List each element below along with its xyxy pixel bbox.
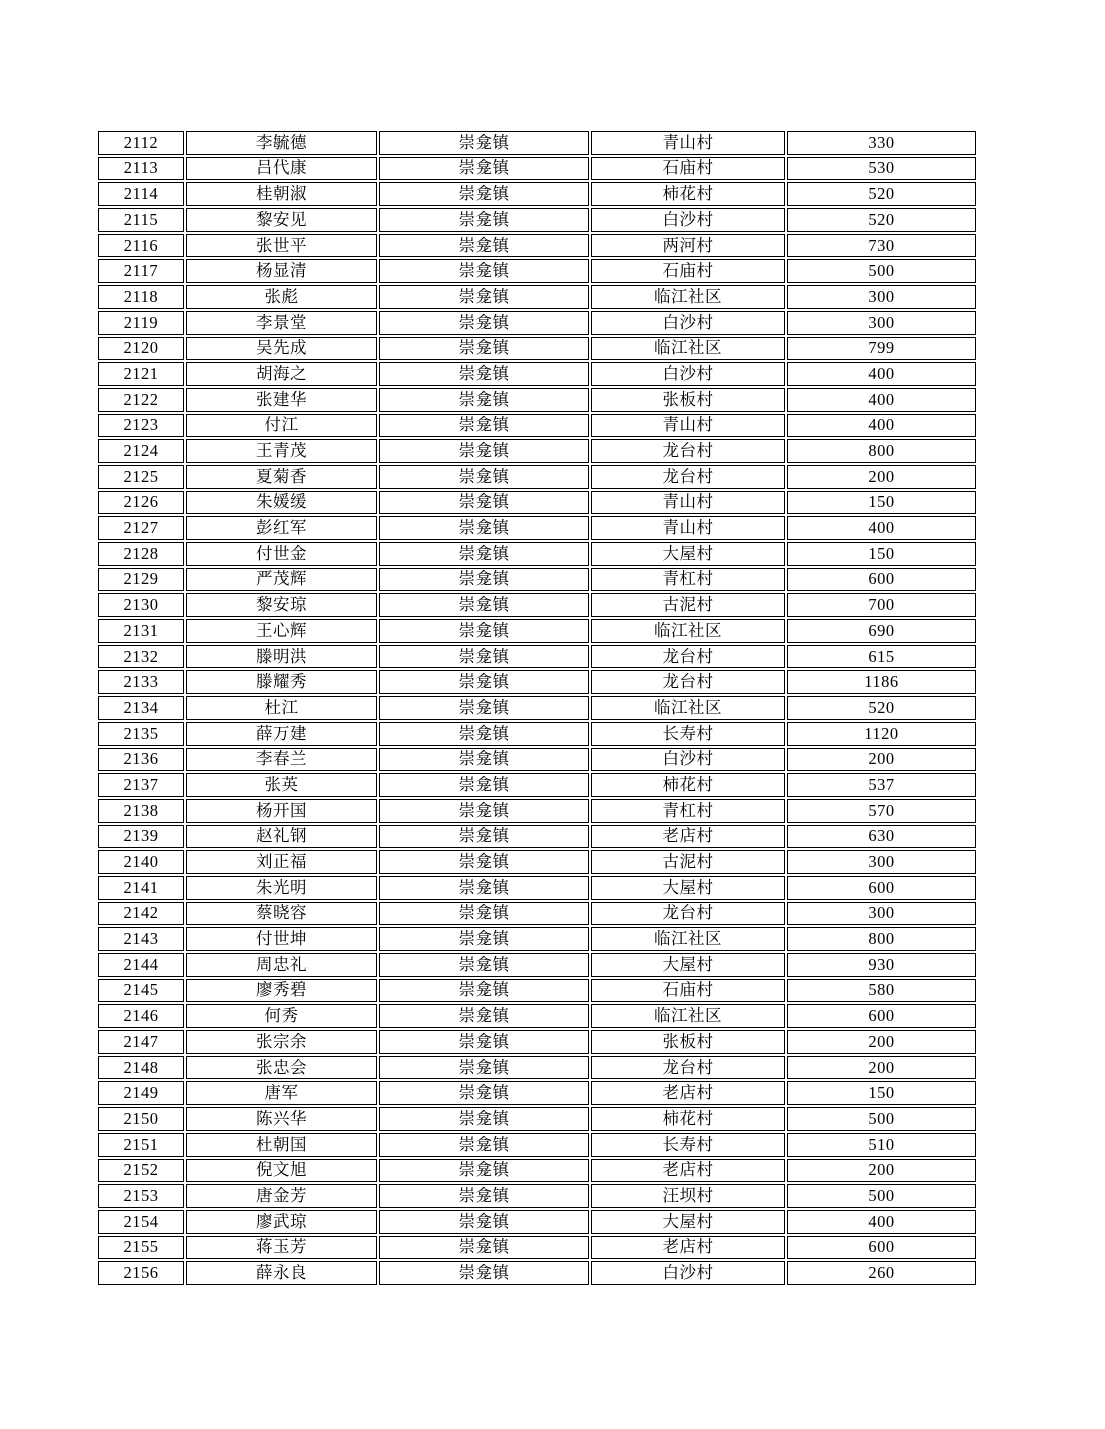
table-row	[98, 773, 976, 797]
cell-amount: 330	[787, 131, 976, 155]
cell-town: 崇龛镇	[379, 1159, 589, 1183]
cell-town: 崇龛镇	[379, 516, 589, 540]
table-row	[98, 953, 976, 977]
cell-id: 2143	[98, 927, 184, 951]
table-row	[98, 439, 976, 463]
cell-id: 2146	[98, 1004, 184, 1028]
table-row	[98, 927, 976, 951]
cell-id: 2148	[98, 1056, 184, 1080]
table-row	[98, 516, 976, 540]
table-row	[98, 491, 976, 515]
table-row	[98, 1081, 976, 1105]
cell-name: 夏菊香	[186, 465, 377, 489]
cell-id: 2149	[98, 1081, 184, 1105]
cell-id: 2126	[98, 491, 184, 515]
cell-town: 崇龛镇	[379, 1184, 589, 1208]
cell-amount: 1186	[787, 670, 976, 694]
cell-amount: 530	[787, 157, 976, 181]
cell-town: 崇龛镇	[379, 1081, 589, 1105]
cell-village: 临江社区	[591, 285, 785, 309]
cell-name: 何秀	[186, 1004, 377, 1028]
cell-town: 崇龛镇	[379, 414, 589, 438]
cell-id: 2136	[98, 748, 184, 772]
cell-name: 朱媛缓	[186, 491, 377, 515]
cell-name: 薛万建	[186, 722, 377, 746]
cell-village: 柿花村	[591, 1107, 785, 1131]
cell-name: 唐军	[186, 1081, 377, 1105]
cell-town: 崇龛镇	[379, 850, 589, 874]
cell-name: 杨开国	[186, 799, 377, 823]
cell-id: 2127	[98, 516, 184, 540]
cell-town: 崇龛镇	[379, 439, 589, 463]
cell-village: 古泥村	[591, 850, 785, 874]
cell-town: 崇龛镇	[379, 825, 589, 849]
cell-amount: 800	[787, 927, 976, 951]
cell-id: 2150	[98, 1107, 184, 1131]
cell-amount: 800	[787, 439, 976, 463]
cell-name: 朱光明	[186, 876, 377, 900]
table-row	[98, 259, 976, 283]
cell-amount: 930	[787, 953, 976, 977]
cell-amount: 690	[787, 619, 976, 643]
table-row	[98, 542, 976, 566]
cell-village: 临江社区	[591, 1004, 785, 1028]
cell-id: 2122	[98, 388, 184, 412]
cell-village: 龙台村	[591, 902, 785, 926]
cell-id: 2134	[98, 696, 184, 720]
cell-village: 临江社区	[591, 619, 785, 643]
table-row	[98, 388, 976, 412]
cell-town: 崇龛镇	[379, 953, 589, 977]
cell-amount: 520	[787, 208, 976, 232]
cell-id: 2139	[98, 825, 184, 849]
cell-amount: 537	[787, 773, 976, 797]
cell-name: 杜江	[186, 696, 377, 720]
table-row	[98, 1107, 976, 1131]
cell-town: 崇龛镇	[379, 388, 589, 412]
cell-amount: 200	[787, 1056, 976, 1080]
cell-amount: 200	[787, 1159, 976, 1183]
cell-amount: 615	[787, 645, 976, 669]
table-row	[98, 568, 976, 592]
cell-town: 崇龛镇	[379, 902, 589, 926]
cell-name: 黎安见	[186, 208, 377, 232]
cell-town: 崇龛镇	[379, 619, 589, 643]
cell-id: 2137	[98, 773, 184, 797]
cell-village: 白沙村	[591, 208, 785, 232]
cell-village: 青杠村	[591, 568, 785, 592]
cell-name: 蔡晓容	[186, 902, 377, 926]
cell-village: 青杠村	[591, 799, 785, 823]
cell-village: 柿花村	[591, 182, 785, 206]
table-row	[98, 645, 976, 669]
cell-amount: 500	[787, 1184, 976, 1208]
cell-town: 崇龛镇	[379, 285, 589, 309]
cell-name: 黎安琼	[186, 593, 377, 617]
cell-town: 崇龛镇	[379, 542, 589, 566]
cell-name: 张建华	[186, 388, 377, 412]
cell-village: 临江社区	[591, 696, 785, 720]
cell-village: 老店村	[591, 1236, 785, 1260]
cell-village: 青山村	[591, 491, 785, 515]
cell-id: 2144	[98, 953, 184, 977]
cell-village: 长寿村	[591, 722, 785, 746]
cell-amount: 400	[787, 1210, 976, 1234]
cell-town: 崇龛镇	[379, 465, 589, 489]
cell-town: 崇龛镇	[379, 362, 589, 386]
cell-town: 崇龛镇	[379, 1056, 589, 1080]
cell-town: 崇龛镇	[379, 131, 589, 155]
cell-town: 崇龛镇	[379, 208, 589, 232]
cell-village: 老店村	[591, 825, 785, 849]
table-row	[98, 234, 976, 258]
cell-amount: 200	[787, 748, 976, 772]
table-row	[98, 208, 976, 232]
table-row	[98, 670, 976, 694]
cell-amount: 300	[787, 850, 976, 874]
cell-town: 崇龛镇	[379, 979, 589, 1003]
cell-amount: 500	[787, 1107, 976, 1131]
cell-name: 张英	[186, 773, 377, 797]
cell-town: 崇龛镇	[379, 696, 589, 720]
cell-id: 2147	[98, 1030, 184, 1054]
cell-amount: 200	[787, 1030, 976, 1054]
cell-name: 李春兰	[186, 748, 377, 772]
cell-name: 陈兴华	[186, 1107, 377, 1131]
cell-town: 崇龛镇	[379, 568, 589, 592]
cell-name: 胡海之	[186, 362, 377, 386]
cell-amount: 730	[787, 234, 976, 258]
roster-table-body	[98, 131, 976, 1285]
cell-village: 石庙村	[591, 259, 785, 283]
cell-name: 滕耀秀	[186, 670, 377, 694]
table-row	[98, 593, 976, 617]
cell-id: 2124	[98, 439, 184, 463]
cell-amount: 150	[787, 1081, 976, 1105]
cell-id: 2132	[98, 645, 184, 669]
cell-amount: 520	[787, 696, 976, 720]
cell-amount: 580	[787, 979, 976, 1003]
cell-name: 李毓德	[186, 131, 377, 155]
cell-village: 两河村	[591, 234, 785, 258]
cell-id: 2140	[98, 850, 184, 874]
cell-village: 老店村	[591, 1159, 785, 1183]
cell-id: 2142	[98, 902, 184, 926]
cell-village: 大屋村	[591, 542, 785, 566]
table-row	[98, 722, 976, 746]
cell-id: 2125	[98, 465, 184, 489]
cell-town: 崇龛镇	[379, 670, 589, 694]
cell-id: 2152	[98, 1159, 184, 1183]
table-row	[98, 1056, 976, 1080]
cell-town: 崇龛镇	[379, 259, 589, 283]
cell-village: 古泥村	[591, 593, 785, 617]
table-row	[98, 157, 976, 181]
cell-id: 2129	[98, 568, 184, 592]
cell-amount: 630	[787, 825, 976, 849]
table-row	[98, 748, 976, 772]
cell-name: 张彪	[186, 285, 377, 309]
cell-village: 汪坝村	[591, 1184, 785, 1208]
cell-name: 付世坤	[186, 927, 377, 951]
cell-town: 崇龛镇	[379, 927, 589, 951]
cell-id: 2117	[98, 259, 184, 283]
cell-id: 2131	[98, 619, 184, 643]
table-row	[98, 902, 976, 926]
cell-village: 大屋村	[591, 1210, 785, 1234]
cell-village: 大屋村	[591, 953, 785, 977]
cell-village: 张板村	[591, 388, 785, 412]
cell-id: 2119	[98, 311, 184, 335]
cell-town: 崇龛镇	[379, 1004, 589, 1028]
cell-id: 2121	[98, 362, 184, 386]
cell-village: 老店村	[591, 1081, 785, 1105]
cell-id: 2155	[98, 1236, 184, 1260]
table-row	[98, 1030, 976, 1054]
table-row	[98, 285, 976, 309]
cell-id: 2128	[98, 542, 184, 566]
cell-amount: 510	[787, 1133, 976, 1157]
cell-name: 吴先成	[186, 337, 377, 361]
cell-id: 2145	[98, 979, 184, 1003]
table-row	[98, 979, 976, 1003]
cell-village: 龙台村	[591, 465, 785, 489]
cell-town: 崇龛镇	[379, 748, 589, 772]
cell-village: 龙台村	[591, 670, 785, 694]
cell-village: 张板村	[591, 1030, 785, 1054]
cell-village: 青山村	[591, 131, 785, 155]
cell-name: 吕代康	[186, 157, 377, 181]
cell-name: 周忠礼	[186, 953, 377, 977]
cell-village: 白沙村	[591, 362, 785, 386]
cell-name: 张忠会	[186, 1056, 377, 1080]
table-row	[98, 182, 976, 206]
table-row	[98, 825, 976, 849]
cell-name: 赵礼钢	[186, 825, 377, 849]
cell-id: 2114	[98, 182, 184, 206]
cell-village: 龙台村	[591, 1056, 785, 1080]
cell-amount: 150	[787, 542, 976, 566]
cell-town: 崇龛镇	[379, 1133, 589, 1157]
cell-amount: 700	[787, 593, 976, 617]
cell-name: 王心辉	[186, 619, 377, 643]
cell-village: 白沙村	[591, 748, 785, 772]
cell-name: 廖武琼	[186, 1210, 377, 1234]
cell-name: 滕明洪	[186, 645, 377, 669]
cell-amount: 150	[787, 491, 976, 515]
cell-id: 2141	[98, 876, 184, 900]
table-row	[98, 311, 976, 335]
cell-village: 临江社区	[591, 927, 785, 951]
cell-name: 杨显清	[186, 259, 377, 283]
table-row	[98, 131, 976, 155]
cell-town: 崇龛镇	[379, 491, 589, 515]
table-row	[98, 850, 976, 874]
cell-town: 崇龛镇	[379, 722, 589, 746]
cell-amount: 520	[787, 182, 976, 206]
table-row	[98, 362, 976, 386]
table-row	[98, 876, 976, 900]
table-row	[98, 1159, 976, 1183]
cell-town: 崇龛镇	[379, 182, 589, 206]
cell-id: 2138	[98, 799, 184, 823]
cell-village: 临江社区	[591, 337, 785, 361]
cell-id: 2133	[98, 670, 184, 694]
table-row	[98, 1004, 976, 1028]
cell-town: 崇龛镇	[379, 1030, 589, 1054]
cell-town: 崇龛镇	[379, 1210, 589, 1234]
cell-village: 龙台村	[591, 439, 785, 463]
table-row	[98, 1261, 976, 1285]
cell-id: 2135	[98, 722, 184, 746]
cell-name: 彭红军	[186, 516, 377, 540]
cell-village: 龙台村	[591, 645, 785, 669]
cell-town: 崇龛镇	[379, 773, 589, 797]
cell-town: 崇龛镇	[379, 1107, 589, 1131]
cell-amount: 600	[787, 876, 976, 900]
cell-amount: 600	[787, 1236, 976, 1260]
cell-town: 崇龛镇	[379, 593, 589, 617]
table-row	[98, 1184, 976, 1208]
cell-id: 2156	[98, 1261, 184, 1285]
cell-name: 张宗余	[186, 1030, 377, 1054]
cell-id: 2115	[98, 208, 184, 232]
table-row	[98, 619, 976, 643]
cell-town: 崇龛镇	[379, 645, 589, 669]
cell-amount: 400	[787, 414, 976, 438]
cell-id: 2116	[98, 234, 184, 258]
cell-village: 青山村	[591, 414, 785, 438]
table-row	[98, 1210, 976, 1234]
cell-village: 长寿村	[591, 1133, 785, 1157]
cell-id: 2154	[98, 1210, 184, 1234]
cell-amount: 260	[787, 1261, 976, 1285]
cell-amount: 600	[787, 1004, 976, 1028]
cell-amount: 300	[787, 285, 976, 309]
cell-name: 严茂辉	[186, 568, 377, 592]
cell-name: 倪文旭	[186, 1159, 377, 1183]
cell-town: 崇龛镇	[379, 311, 589, 335]
table-row	[98, 1133, 976, 1157]
table-row	[98, 799, 976, 823]
cell-id: 2120	[98, 337, 184, 361]
cell-village: 石庙村	[591, 157, 785, 181]
cell-amount: 200	[787, 465, 976, 489]
cell-town: 崇龛镇	[379, 799, 589, 823]
cell-village: 大屋村	[591, 876, 785, 900]
cell-name: 付江	[186, 414, 377, 438]
cell-name: 蒋玉芳	[186, 1236, 377, 1260]
cell-name: 张世平	[186, 234, 377, 258]
cell-amount: 799	[787, 337, 976, 361]
cell-town: 崇龛镇	[379, 1261, 589, 1285]
cell-amount: 1120	[787, 722, 976, 746]
table-row	[98, 465, 976, 489]
cell-amount: 400	[787, 516, 976, 540]
cell-town: 崇龛镇	[379, 234, 589, 258]
cell-name: 唐金芳	[186, 1184, 377, 1208]
cell-name: 杜朝国	[186, 1133, 377, 1157]
table-row	[98, 1236, 976, 1260]
cell-amount: 300	[787, 311, 976, 335]
cell-village: 白沙村	[591, 311, 785, 335]
cell-name: 李景堂	[186, 311, 377, 335]
cell-town: 崇龛镇	[379, 157, 589, 181]
roster-table	[96, 129, 978, 1287]
cell-id: 2118	[98, 285, 184, 309]
cell-amount: 500	[787, 259, 976, 283]
cell-id: 2130	[98, 593, 184, 617]
cell-name: 廖秀碧	[186, 979, 377, 1003]
cell-id: 2123	[98, 414, 184, 438]
cell-name: 王青茂	[186, 439, 377, 463]
cell-town: 崇龛镇	[379, 1236, 589, 1260]
cell-village: 青山村	[591, 516, 785, 540]
cell-village: 石庙村	[591, 979, 785, 1003]
cell-town: 崇龛镇	[379, 876, 589, 900]
table-row	[98, 696, 976, 720]
cell-amount: 400	[787, 362, 976, 386]
cell-name: 刘正福	[186, 850, 377, 874]
cell-amount: 300	[787, 902, 976, 926]
cell-amount: 570	[787, 799, 976, 823]
cell-id: 2153	[98, 1184, 184, 1208]
cell-name: 付世金	[186, 542, 377, 566]
table-row	[98, 414, 976, 438]
cell-id: 2112	[98, 131, 184, 155]
cell-id: 2151	[98, 1133, 184, 1157]
cell-village: 白沙村	[591, 1261, 785, 1285]
cell-village: 柿花村	[591, 773, 785, 797]
cell-amount: 400	[787, 388, 976, 412]
cell-name: 桂朝淑	[186, 182, 377, 206]
cell-amount: 600	[787, 568, 976, 592]
cell-name: 薛永良	[186, 1261, 377, 1285]
cell-town: 崇龛镇	[379, 337, 589, 361]
cell-id: 2113	[98, 157, 184, 181]
table-row	[98, 337, 976, 361]
